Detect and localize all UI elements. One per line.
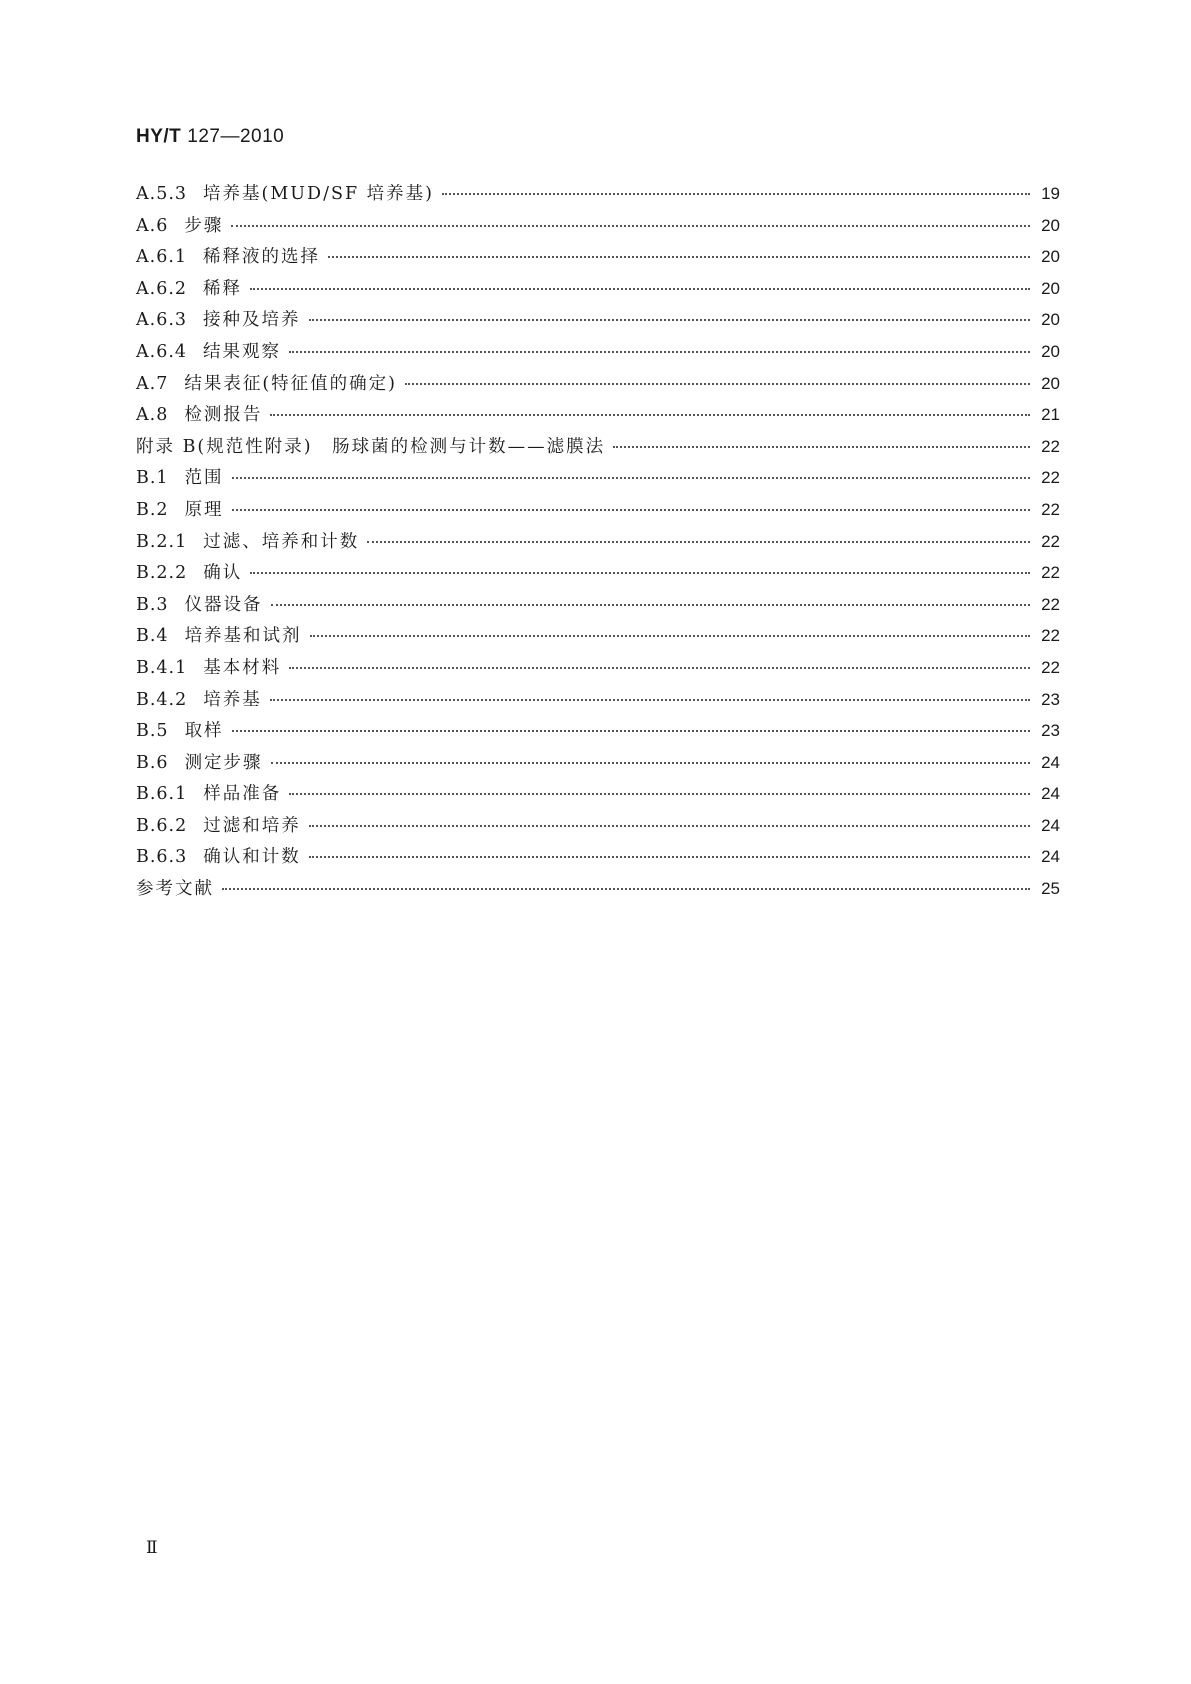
toc-leader-dots	[270, 699, 1030, 701]
toc-entry-title: 取样	[184, 721, 224, 742]
toc-entry-page: 25	[1041, 879, 1060, 899]
toc-entry-title: 参考文献	[136, 879, 214, 900]
toc-entry[interactable]	[136, 212, 1060, 244]
toc-leader-dots	[442, 193, 1030, 195]
toc-entry-number: B.4.1	[136, 657, 188, 678]
toc-entry-page: 22	[1041, 531, 1060, 551]
toc-entry-number: B.3	[136, 594, 169, 615]
toc-entry-title: 仪器设备	[184, 594, 263, 615]
toc-entry-number: B.4	[136, 626, 169, 647]
toc-entry-title: 样品准备	[203, 784, 282, 805]
toc-entry-title: 过滤、培养和计数	[203, 531, 360, 552]
toc-leader-dots	[309, 856, 1030, 858]
toc-entry-title: 检测报告	[184, 405, 263, 426]
toc-leader-dots	[289, 793, 1030, 795]
toc-entry-number: B.6	[136, 752, 169, 773]
toc-entry[interactable]	[136, 875, 1060, 907]
toc-entry-number: B.6.3	[136, 847, 188, 868]
toc-entry[interactable]	[136, 243, 1060, 275]
toc-entry[interactable]	[136, 622, 1060, 654]
toc-entry[interactable]	[136, 433, 1060, 465]
toc-entry-number: B.6.2	[136, 815, 188, 836]
toc-entry-number: B.5	[136, 721, 169, 742]
toc-entry-title: 基本材料	[203, 657, 282, 678]
toc-leader-dots	[271, 604, 1030, 606]
toc-entry[interactable]	[136, 749, 1060, 781]
toc-entry-number: A.6.3	[136, 310, 188, 331]
toc-leader-dots	[309, 825, 1030, 827]
toc-entry-title: 范围	[184, 468, 224, 489]
toc-entry-number: A.5.3	[136, 184, 188, 204]
toc-entry-title: 过滤和培养	[203, 815, 301, 836]
toc-entry-page: 24	[1041, 752, 1060, 772]
toc-entry[interactable]	[136, 464, 1060, 496]
toc-entry[interactable]	[136, 812, 1060, 844]
toc-entry-number: B.2	[136, 499, 169, 520]
toc-entry-page: 19	[1041, 184, 1060, 203]
toc-entry-number: B.2.2	[136, 563, 188, 584]
toc-entry-number: B.4.2	[136, 689, 188, 710]
toc-entry[interactable]	[136, 338, 1060, 370]
toc-entry[interactable]	[136, 559, 1060, 591]
toc-entry[interactable]	[136, 496, 1060, 528]
toc-entry-title: 确认和计数	[203, 847, 301, 868]
toc-leader-dots	[289, 351, 1030, 353]
toc-entry-page: 21	[1041, 405, 1060, 425]
toc-entry-page: 20	[1041, 247, 1060, 267]
toc-entry[interactable]	[136, 686, 1060, 718]
standard-code: HY/T	[136, 126, 182, 147]
toc-leader-dots	[328, 256, 1030, 258]
toc-entry-page: 22	[1041, 468, 1060, 488]
toc-entry-number: A.8	[136, 405, 169, 426]
toc-entry-page: 24	[1041, 784, 1060, 804]
toc-leader-dots	[405, 383, 1030, 385]
toc-entry-title: 确认	[203, 563, 243, 584]
toc-entry-page: 23	[1041, 721, 1060, 741]
toc-leader-dots	[367, 541, 1030, 543]
toc-entry-page: 23	[1041, 689, 1060, 709]
toc-entry-number: A.6	[136, 215, 169, 236]
table-of-contents	[136, 180, 1060, 907]
toc-entry-page: 22	[1041, 436, 1060, 456]
toc-entry-page: 22	[1041, 563, 1060, 583]
toc-entry-title: 附录 B(规范性附录) 肠球菌的检测与计数——滤膜法	[136, 436, 606, 457]
toc-leader-dots	[613, 446, 1030, 448]
toc-entry-page: 24	[1041, 815, 1060, 835]
toc-leader-dots	[250, 572, 1030, 574]
toc-entry-number: B.1	[136, 468, 169, 489]
toc-entry[interactable]	[136, 275, 1060, 307]
toc-entry[interactable]	[136, 401, 1060, 433]
toc-entry-number: A.6.1	[136, 247, 188, 268]
toc-entry-page: 22	[1041, 657, 1060, 677]
toc-entry-number: A.6.4	[136, 341, 188, 362]
toc-entry-title: 培养基	[203, 689, 262, 710]
toc-entry-page: 20	[1041, 278, 1060, 298]
toc-entry[interactable]	[136, 654, 1060, 686]
toc-leader-dots	[232, 730, 1030, 732]
toc-entry-title: 测定步骤	[184, 752, 263, 773]
toc-entry-title: 步骤	[184, 215, 224, 236]
toc-leader-dots	[232, 509, 1030, 511]
toc-entry-page: 20	[1041, 215, 1060, 235]
toc-entry-title: 稀释液的选择	[203, 247, 321, 268]
toc-entry[interactable]	[136, 180, 1060, 212]
toc-entry-number: A.6.2	[136, 278, 188, 299]
toc-leader-dots	[289, 667, 1030, 669]
toc-leader-dots	[271, 762, 1030, 764]
toc-entry-number: B.6.1	[136, 784, 188, 805]
page-number: Ⅱ	[146, 1538, 158, 1557]
toc-entry-title: 结果表征(特征值的确定)	[184, 373, 397, 394]
document-header	[136, 126, 284, 148]
toc-entry-page: 22	[1041, 594, 1060, 614]
toc-entry-title: 培养基和试剂	[184, 626, 302, 647]
toc-leader-dots	[310, 635, 1030, 637]
toc-entry-page: 20	[1041, 373, 1060, 393]
toc-entry-page: 22	[1041, 499, 1060, 519]
toc-leader-dots	[270, 414, 1030, 416]
toc-entry[interactable]	[136, 717, 1060, 749]
toc-entry-title: 培养基(MUD/SF 培养基)	[203, 184, 434, 204]
toc-entry[interactable]	[136, 306, 1060, 338]
toc-entry-title: 原理	[184, 499, 224, 520]
toc-entry-page: 20	[1041, 310, 1060, 330]
toc-entry[interactable]	[136, 780, 1060, 812]
toc-entry-number: A.7	[136, 373, 169, 394]
toc-entry[interactable]	[136, 591, 1060, 623]
toc-leader-dots	[231, 225, 1030, 227]
toc-entry-page: 24	[1041, 847, 1060, 867]
toc-leader-dots	[309, 319, 1030, 321]
toc-leader-dots	[232, 477, 1030, 479]
toc-entry-title: 接种及培养	[203, 310, 301, 331]
toc-entry-page: 20	[1041, 341, 1060, 361]
toc-entry[interactable]	[136, 528, 1060, 560]
toc-leader-dots	[250, 288, 1030, 290]
toc-entry[interactable]	[136, 370, 1060, 402]
toc-entry-title: 稀释	[203, 278, 243, 299]
toc-entry-title: 结果观察	[203, 341, 282, 362]
toc-entry-number: B.2.1	[136, 531, 188, 552]
toc-leader-dots	[222, 888, 1030, 890]
standard-number: 127—2010	[187, 126, 285, 147]
toc-entry[interactable]	[136, 843, 1060, 875]
toc-entry-page: 22	[1041, 626, 1060, 646]
